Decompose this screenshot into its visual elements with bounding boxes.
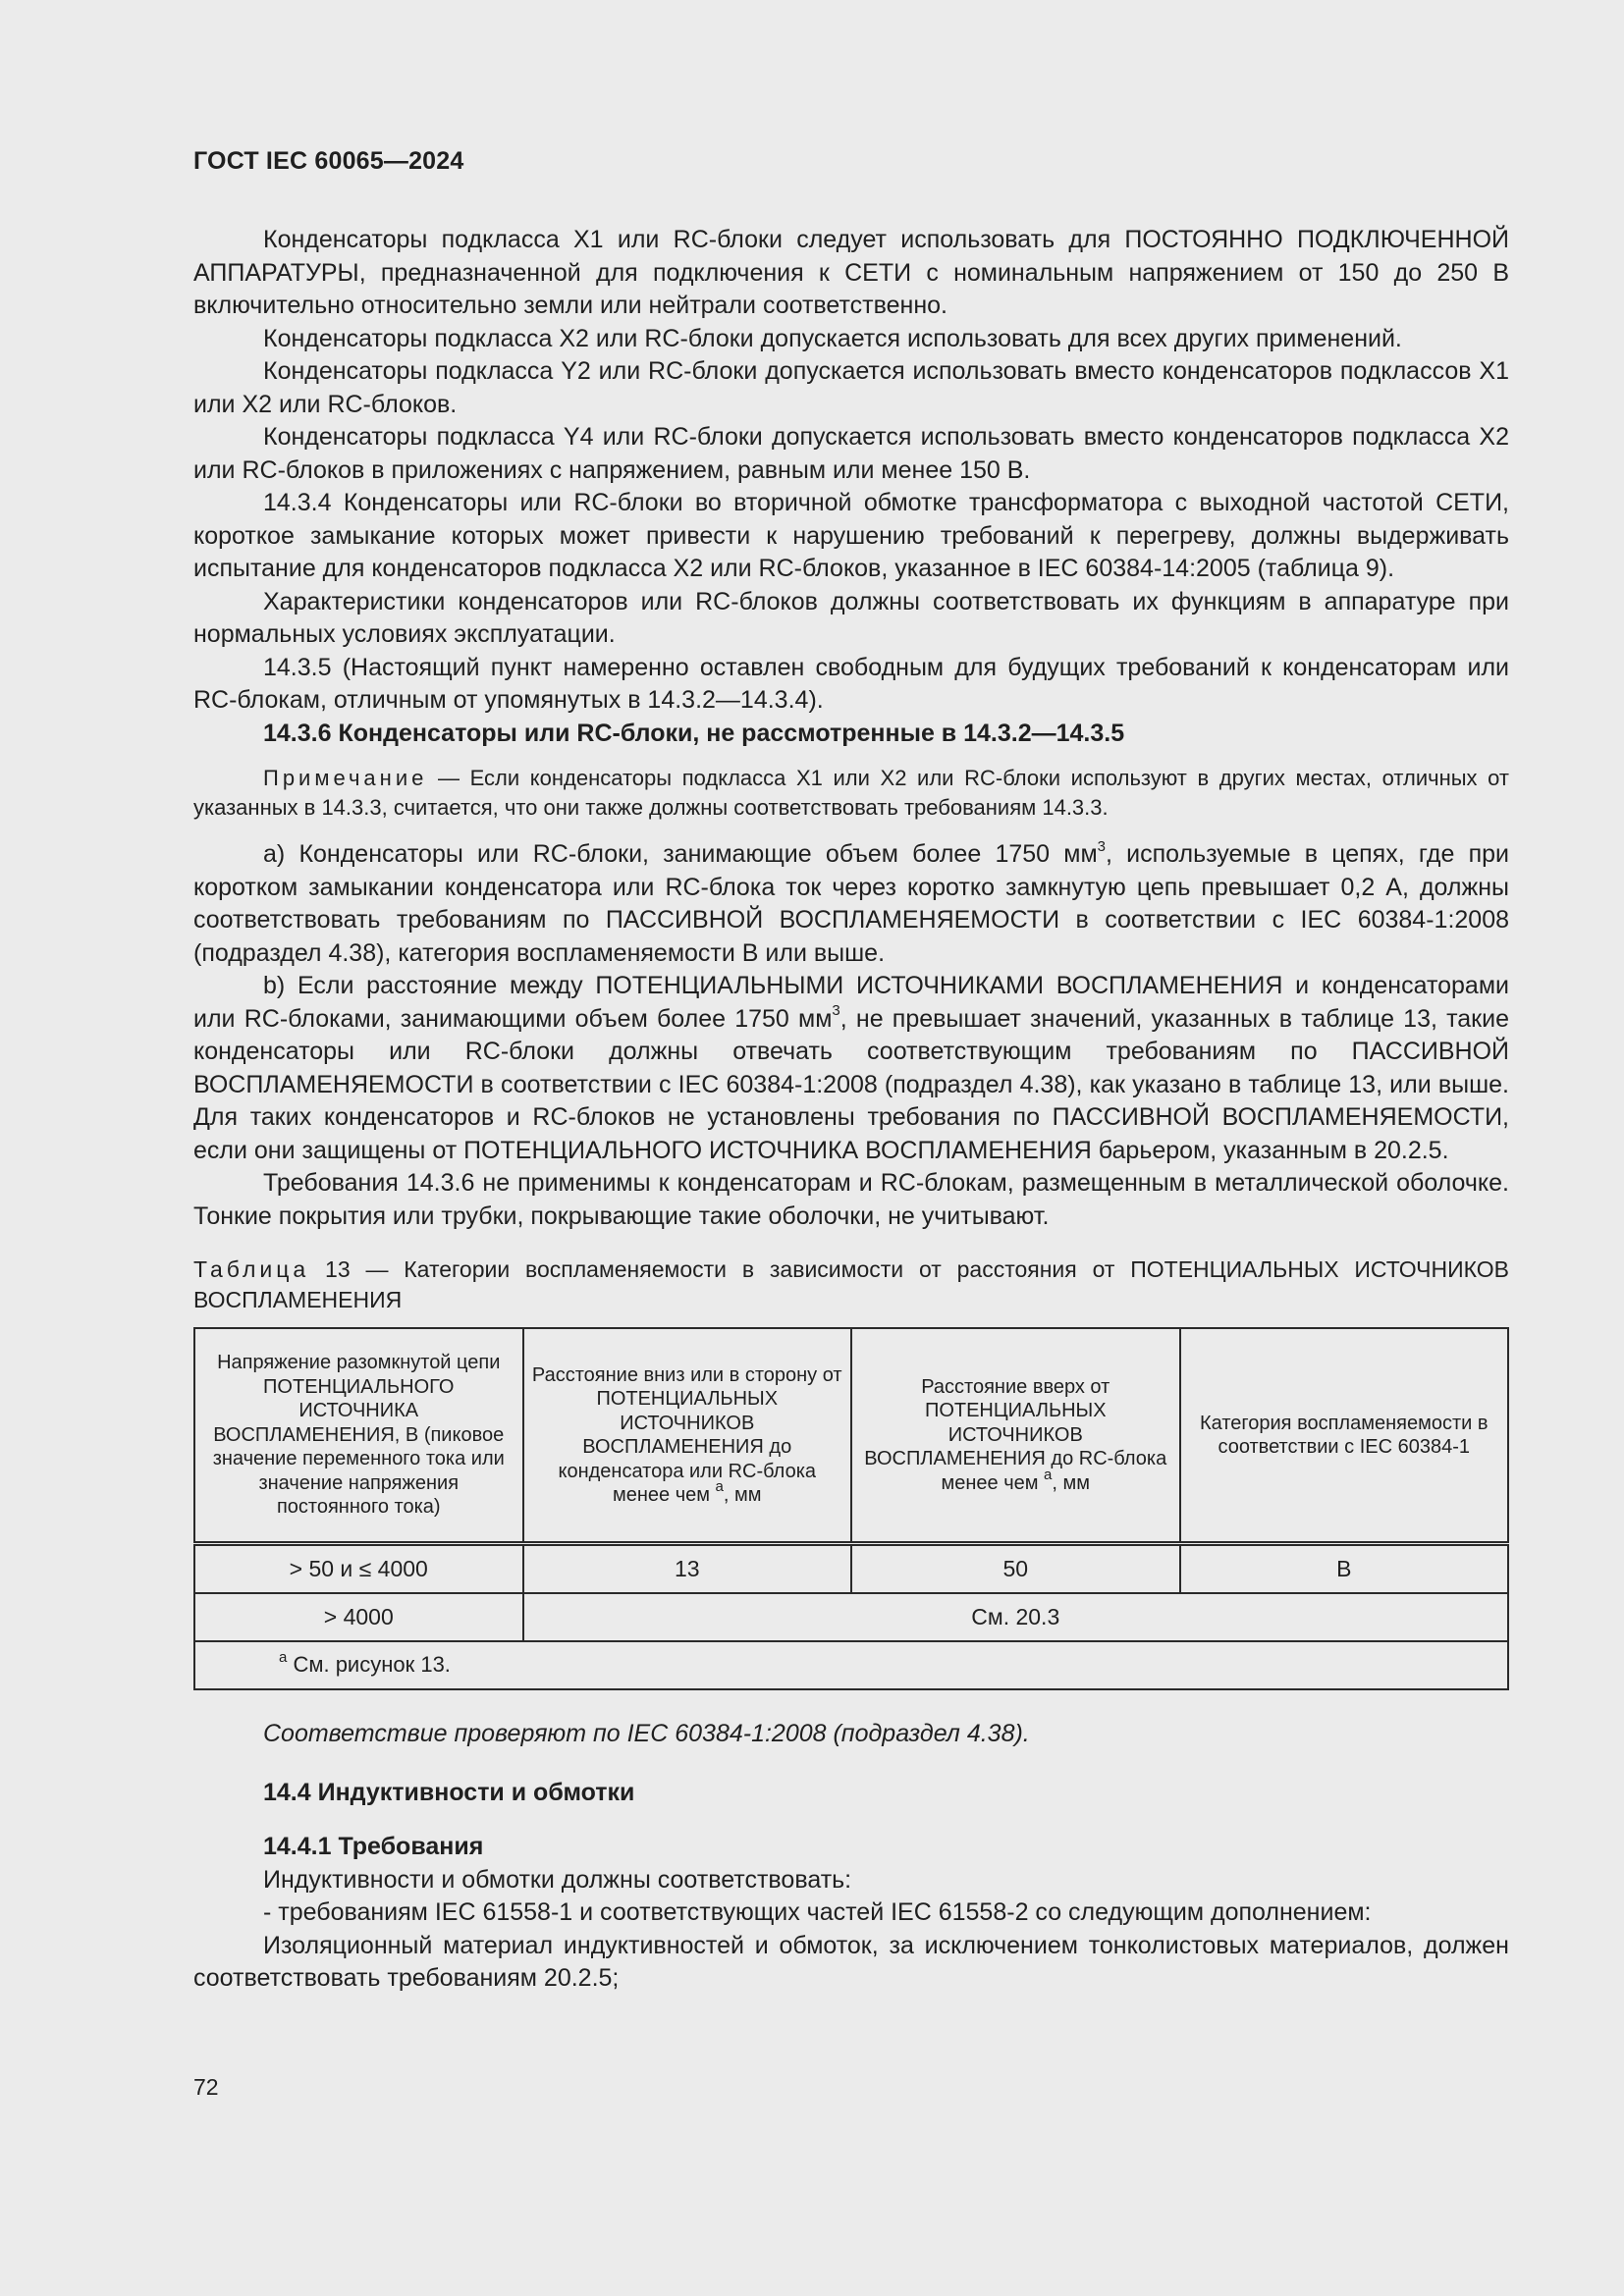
paragraph: Требования 14.3.6 не применимы к конденсаторам и RC-блокам, размещенным в металлической оболочке. Тонкие покрытия или трубки, покрывающие такие оболочки, не учитывают. <box>193 1169 1509 1230</box>
header-text: , мм <box>723 1484 762 1506</box>
table-row <box>194 1544 1508 1594</box>
cell-up: 50 <box>851 1544 1180 1594</box>
paragraph: Характеристики конденсаторов или RC-блоков должны соответствовать их функциям в аппаратуре при нормальных условиях эксплуатации. <box>193 587 1509 648</box>
superscript: a <box>715 1478 724 1496</box>
superscript: a <box>279 1648 288 1666</box>
cell-category: B <box>1180 1544 1509 1594</box>
note-text: — Если конденсаторы подкласса X1 или X2 или RC-блоки используют в других местах, отличных от указанных в 14.3.3, считается, что они также должны соответствовать требованиям 14.3.3. <box>193 766 1509 820</box>
cell-voltage: > 50 и ≤ 4000 <box>194 1544 523 1594</box>
superscript: a <box>1044 1467 1053 1484</box>
item-b-text-cont: , не превышает значений, указанных в таблице 13, такие конденсаторы или RC-блоки должны отвечать соответствующим требованиям по ПАССИВНОЙ ВОСПЛАМЕНЯЕМОСТИ в соответствии с IEC 60384-1:2008 (подраздел 4.38), как указано в таблице 13, или выше. Для таких конденсаторов и RC-блоков не установлены требования по ПАССИВНОЙ ВОСПЛАМЕНЯЕМОСТИ, если они защищены от ПОТЕНЦИАЛЬНОГО ИСТОЧНИКА ВОСПЛАМЕНЕНИЯ барьером, указанным в 20.2.5. <box>193 1004 1509 1164</box>
heading-14-4: 14.4 Индуктивности и обмотки <box>263 1778 635 1806</box>
header-cell-category: Категория воспламеняемости в соответствии с IEC 60384-1 <box>1180 1328 1509 1544</box>
page-body <box>193 224 1509 1996</box>
header-cell-up-distance <box>851 1328 1180 1544</box>
note <box>193 764 1509 823</box>
superscript: 3 <box>832 1002 840 1020</box>
paragraph: Изоляционный материал индуктивностей и обмоток, за исключением тонколистовых материалов, должен соответствовать требованиям 20.2.5; <box>193 1931 1509 1992</box>
item-a-text: a) Конденсаторы или RC-блоки, занимающие объем более 1750 мм <box>263 840 1098 868</box>
header-text: Расстояние вниз или в сторону от ПОТЕНЦИАЛЬНЫХ ИСТОЧНИКОВ ВОСПЛАМЕНЕНИЯ до конденсатора или RC-блока менее чем <box>531 1363 842 1506</box>
table-header-row <box>194 1328 1508 1544</box>
note-label: Примечание <box>263 766 428 790</box>
cell-voltage: > 4000 <box>194 1593 523 1641</box>
paragraph-14-3-5: 14.3.5 (Настоящий пункт намеренно оставлен свободным для будущих требований к конденсаторам или RC-блокам, отличным от упомянутых в 14.3.2—14.3.4). <box>193 653 1509 714</box>
item-b <box>193 970 1509 1167</box>
item-a <box>193 838 1509 970</box>
paragraph-14-3-4: 14.3.4 Конденсаторы или RC-блоки во вторичной обмотке трансформатора с выходной частотой СЕТИ, короткое замыкание которых может привести к нарушению требований к перегреву, должны выдерживать испытание для конденсаторов подкласса X2 или RC-блоков, указанное в IEC 60384-14:2005 (таблица 9). <box>193 489 1509 582</box>
header-text: , мм <box>1052 1471 1091 1494</box>
heading-14-4-1: 14.4.1 Требования <box>263 1833 484 1860</box>
table-row <box>194 1593 1508 1641</box>
list-item: - требованиям IEC 61558-1 и соответствующих частей IEC 61558-2 со следующим дополнением: <box>263 1898 1372 1926</box>
table-footnote-row <box>194 1641 1508 1689</box>
table-caption-text: 13 — Категории воспламеняемости в зависимости от расстояния от ПОТЕНЦИАЛЬНЫХ ИСТОЧНИКОВ ВОСПЛАМЕНЕНИЯ <box>193 1256 1509 1312</box>
table-footnote <box>194 1641 1508 1689</box>
item-b-text: b) Если расстояние между ПОТЕНЦИАЛЬНЫМИ ИСТОЧНИКАМИ ВОСПЛАМЕНЕНИЯ и конденсаторами или RC-блоками, занимающими объем более 1750 мм <box>193 972 1509 1033</box>
cell-merged: См. 20.3 <box>523 1593 1509 1641</box>
header-text: Расстояние вверх от ПОТЕНЦИАЛЬНЫХ ИСТОЧНИКОВ ВОСПЛАМЕНЕНИЯ до RC-блока менее чем <box>864 1375 1167 1494</box>
header-cell-voltage: Напряжение разомкнутой цепи ПОТЕНЦИАЛЬНОГО ИСТОЧНИКА ВОСПЛАМЕНЕНИЯ, В (пиковое значение переменного тока или значение напряжения постоянного тока) <box>194 1328 523 1544</box>
paragraph: Конденсаторы подкласса Y4 или RC-блоки допускается использовать вместо конденсаторов подкласса X2 или RC-блоков в приложениях с напряжением, равным или менее 150 В. <box>193 423 1509 484</box>
cell-down: 13 <box>523 1544 852 1594</box>
paragraph: Индуктивности и обмотки должны соответствовать: <box>263 1865 852 1894</box>
table-caption <box>193 1255 1509 1315</box>
table-13 <box>193 1327 1509 1690</box>
heading-14-3-6: 14.3.6 Конденсаторы или RC-блоки, не рассмотренные в 14.3.2—14.3.5 <box>263 719 1125 747</box>
compliance-statement: Соответствие проверяют по IEC 60384-1:2008 (подраздел 4.38). <box>263 1720 1030 1747</box>
document-header: ГОСТ IEC 60065—2024 <box>193 147 464 175</box>
item-a-text-cont: , используемые в цепях, где при коротком замыкании конденсатора или RC-блока ток через коротко замкнутую цепь превышает 0,2 А, должны соответствовать требованиям по ПАССИВНОЙ ВОСПЛАМЕНЯЕМОСТИ в соответствии с IEC 60384-1:2008 (подраздел 4.38), категория воспламеняемости B или выше. <box>193 840 1509 967</box>
footnote-text: См. рисунок 13. <box>287 1652 451 1678</box>
paragraph: Конденсаторы подкласса X1 или RC-блоки следует использовать для ПОСТОЯННО ПОДКЛЮЧЕННОЙ АППАРАТУРЫ, предназначенной для подключения к СЕТИ с номинальным напряжением от 150 до 250 В включительно относительно земли или нейтрали соответственно. <box>193 226 1509 319</box>
page-number: 72 <box>193 2074 219 2100</box>
superscript: 3 <box>1097 837 1106 855</box>
header-cell-down-distance <box>523 1328 852 1544</box>
table-caption-label: Таблица <box>193 1256 310 1282</box>
paragraph: Конденсаторы подкласса X2 или RC-блоки допускается использовать для всех других применений. <box>263 324 1402 352</box>
paragraph: Конденсаторы подкласса Y2 или RC-блоки допускается использовать вместо конденсаторов подклассов X1 или X2 или RC-блоков. <box>193 357 1509 418</box>
